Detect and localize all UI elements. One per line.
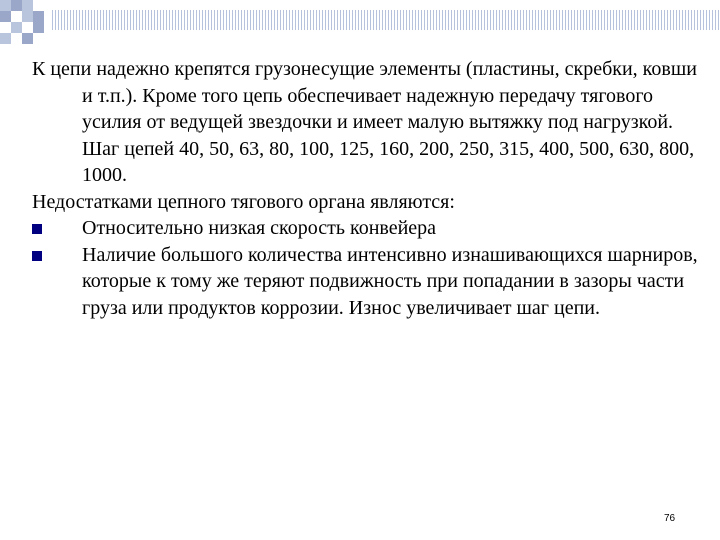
bullet-text: Относительно низкая скорость конвейера <box>82 217 437 239</box>
bullet-text: Наличие большого количества интенсивно изнашивающихся шарниров, которые к тому же теряют подвижность при попадании в зазоры части груза или продуктов коррозии. Износ увеличивает шаг цепи. <box>82 243 698 319</box>
bullet-item <box>32 215 702 242</box>
header-stripe <box>52 10 720 30</box>
bullet-item <box>32 242 702 322</box>
decor-square <box>22 11 33 22</box>
page-number: 76 <box>664 513 676 524</box>
decor-square <box>22 0 33 11</box>
decor-square <box>11 0 22 11</box>
intro-paragraph: К цепи надежно крепятся грузонесущие элементы (пластины, скребки, ковши и т.п.). Кроме того цепь обеспечивает надежную передачу тягового усилия от ведущей звездочки и имеет малую вытяжку под нагрузкой. Шаг цепей 40, 50, 63, 80, 100, 125, 160, 200, 250, 315, 400, 500, 630, 800, 1000. <box>32 58 697 186</box>
disadvantages-heading: Недостатками цепного тягового органа являются: <box>32 190 455 213</box>
decor-square <box>0 0 11 11</box>
decor-square <box>33 11 44 22</box>
decor-square <box>22 33 33 44</box>
decor-square <box>33 22 44 33</box>
square-bullet-icon <box>32 224 42 234</box>
square-bullet-icon <box>32 251 42 261</box>
decor-square <box>0 33 11 44</box>
slide-body <box>32 56 702 321</box>
decor-square <box>0 11 11 22</box>
decor-square <box>11 22 22 33</box>
